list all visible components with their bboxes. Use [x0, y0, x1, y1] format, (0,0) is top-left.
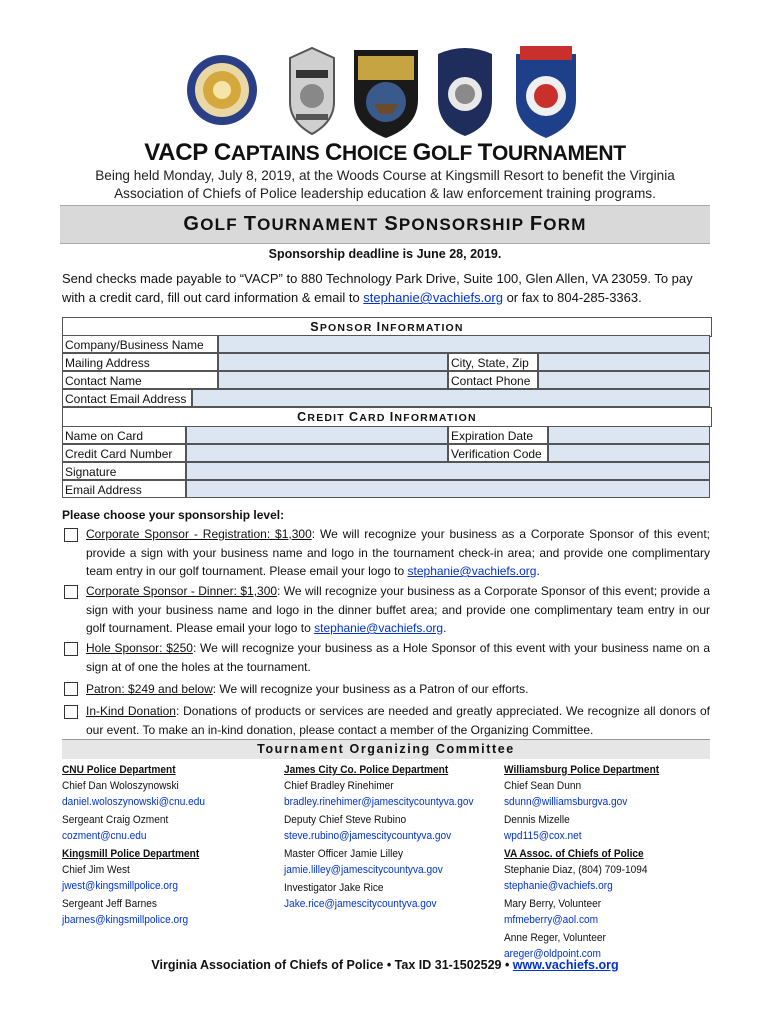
- contact-name: Chief Dan Woloszynowski: [62, 780, 179, 792]
- james-city-county-police-badge-icon: [348, 40, 424, 140]
- in-kind-checkbox[interactable]: [64, 705, 78, 719]
- phone-field[interactable]: [538, 371, 710, 389]
- contact-name: Stephanie Diaz, (804) 709-1094: [504, 864, 648, 876]
- contact-email[interactable]: daniel.woloszynowski@cnu.edu: [62, 796, 206, 808]
- dept-heading: VA Assoc. of Chiefs of Police: [504, 848, 644, 860]
- mailing-label: Mailing Address: [62, 353, 218, 371]
- patron-checkbox[interactable]: [64, 682, 78, 696]
- city-field[interactable]: [538, 353, 710, 371]
- contact-name: Chief Jim West: [62, 864, 130, 876]
- dept-heading: Kingsmill Police Department: [62, 848, 200, 860]
- contact-email[interactable]: steve.rubino@jamescitycountyva.gov: [284, 830, 452, 842]
- website-link[interactable]: www.vachiefs.org: [512, 958, 619, 972]
- card-number-field[interactable]: [186, 444, 448, 462]
- contact-email[interactable]: cozment@cnu.edu: [62, 830, 147, 842]
- company-field[interactable]: [218, 335, 710, 353]
- card-email-field[interactable]: [186, 480, 710, 498]
- contact-field[interactable]: [218, 371, 448, 389]
- signature-label: Signature: [62, 462, 186, 480]
- patron-option: Patron: $249 and below: We will recognize your business as a Patron of our efforts.: [86, 682, 529, 696]
- contact-label: Contact Name: [62, 371, 218, 389]
- hole-sponsor-option: Hole Sponsor: $250: We will recognize your business as a Hole Sponsor of this event with your business name on a sign at of one the holes at the tournament.: [86, 641, 711, 674]
- contact-email[interactable]: stephanie@vachiefs.org: [504, 880, 613, 892]
- contact-name: Chief Bradley Rinehimer: [284, 780, 394, 792]
- contact-email-label: Contact Email Address: [62, 389, 192, 407]
- corporate-registration-option: Corporate Sponsor - Registration: $1,300: We will recognize your business as a Corporate Sponsor of this event; provide a sign with your business name and logo in the tournament check-in area; and provide one complimentary team entry in our golf tournament. Please email your logo to stephanie@vachiefs.org.: [86, 527, 710, 578]
- dept-heading: Williamsburg Police Department: [504, 764, 660, 776]
- contact-email[interactable]: Jake.rice@jamescitycountyva.gov: [284, 898, 437, 910]
- contact-name: Master Officer Jamie Lilley: [284, 848, 404, 860]
- badge-row: [186, 40, 586, 140]
- card-name-label: Name on Card: [62, 426, 186, 444]
- card-info-header: CREDIT CARD INFORMATION: [62, 407, 712, 427]
- committee-heading: Tournament Organizing Committee: [62, 739, 710, 759]
- sponsor-info-header: SPONSOR INFORMATION: [62, 317, 712, 337]
- committee-column-2: [284, 762, 474, 912]
- card-name-field[interactable]: [186, 426, 448, 444]
- verification-label: Verification Code: [448, 444, 548, 462]
- page-title: VACP CAPTAINS CHOICE GOLF TOURNAMENT: [144, 139, 626, 166]
- card-email-label: Email Address: [62, 480, 186, 498]
- verification-field[interactable]: [548, 444, 710, 462]
- logo-email-link[interactable]: stephanie@vachiefs.org: [314, 621, 444, 635]
- contact-name: Sergeant Jeff Barnes: [62, 898, 157, 910]
- card-number-label: Credit Card Number: [62, 444, 186, 462]
- contact-email[interactable]: bradley.rinehimer@jamescitycountyva.gov: [284, 796, 474, 808]
- deadline-notice: Sponsorship deadline is June 28, 2019.: [268, 247, 502, 261]
- contact-email[interactable]: jbarnes@kingsmillpolice.org: [62, 914, 189, 926]
- form-title: GOLF TOURNAMENT SPONSORSHIP FORM: [60, 205, 710, 244]
- committee-column-3: [504, 762, 659, 962]
- police-officers-badge-icon: [284, 40, 340, 140]
- contact-email[interactable]: areger@oldpoint.com: [504, 948, 601, 960]
- company-label: Company/Business Name: [62, 335, 218, 353]
- williamsburg-police-badge-icon: [508, 40, 584, 140]
- event-description: Being held Monday, July 8, 2019, at the Woods Course at Kingsmill Resort to benefit the Virginia Association of Chiefs of Police leadership education & law enforcement training programs.: [95, 168, 675, 201]
- contact-email[interactable]: sdunn@williamsburgva.gov: [504, 796, 628, 808]
- contact-name: Anne Reger, Volunteer: [504, 932, 606, 944]
- hole-sponsor-checkbox[interactable]: [64, 642, 78, 656]
- expiration-field[interactable]: [548, 426, 710, 444]
- committee-column-1: [62, 762, 205, 928]
- contact-name: Chief Sean Dunn: [504, 780, 582, 792]
- expiration-label: Expiration Date: [448, 426, 548, 444]
- sponsorship-level-heading: Please choose your sponsorship level:: [62, 508, 285, 522]
- corporate-dinner-checkbox[interactable]: [64, 585, 78, 599]
- phone-label: Contact Phone: [448, 371, 538, 389]
- mailing-field[interactable]: [218, 353, 448, 371]
- contact-name: Deputy Chief Steve Rubino: [284, 814, 407, 826]
- contact-email-field[interactable]: [192, 389, 710, 407]
- dept-heading: CNU Police Department: [62, 764, 176, 776]
- payment-instructions: Send checks made payable to “VACP” to 880 Technology Park Drive, Suite 100, Glen Allen, VA 23059. To pay with a credit card, fill out card information & email to stephanie@vachiefs.org or fax to 804-285-3363.: [62, 271, 693, 305]
- contact-email[interactable]: jwest@kingsmillpolice.org: [62, 880, 179, 892]
- in-kind-option: In-Kind Donation: Donations of products or services are needed and greatly appreciated. We recognize all donors of our event. To make an in-kind donation, please contact a member of the Organizing Committee.: [86, 704, 711, 737]
- contact-email[interactable]: jamie.lilley@jamescitycountyva.gov: [284, 864, 443, 876]
- footer: Virginia Association of Chiefs of Police • Tax ID 31-1502529 • www.vachiefs.org: [151, 958, 619, 972]
- contact-name: Dennis Mizelle: [504, 814, 570, 826]
- city-label: City, State, Zip: [448, 353, 538, 371]
- dept-heading: James City Co. Police Department: [284, 764, 449, 776]
- corporate-registration-checkbox[interactable]: [64, 528, 78, 542]
- signature-field[interactable]: [186, 462, 710, 480]
- contact-name: Mary Berry, Volunteer: [504, 898, 602, 910]
- contact-email[interactable]: mfmeberry@aol.com: [504, 914, 599, 926]
- corporate-dinner-option: Corporate Sponsor - Dinner: $1,300: We will recognize your business as a Corporate Sponsor of this event; provide a sign with your business name and logo in the dinner buffet area; and provide one complimentary team entry in our golf tournament. Please email your logo to stephanie@vachiefs.org.: [86, 584, 710, 635]
- contact-name: Sergeant Craig Ozment: [62, 814, 169, 826]
- contact-email[interactable]: wpd115@cox.net: [504, 830, 582, 842]
- kingsmill-police-badge-icon: [432, 40, 498, 140]
- virginia-association-seal-icon: [186, 40, 258, 140]
- contact-name: Investigator Jake Rice: [284, 882, 384, 894]
- logo-email-link[interactable]: stephanie@vachiefs.org: [407, 564, 537, 578]
- payment-email-link[interactable]: stephanie@vachiefs.org: [363, 290, 503, 305]
